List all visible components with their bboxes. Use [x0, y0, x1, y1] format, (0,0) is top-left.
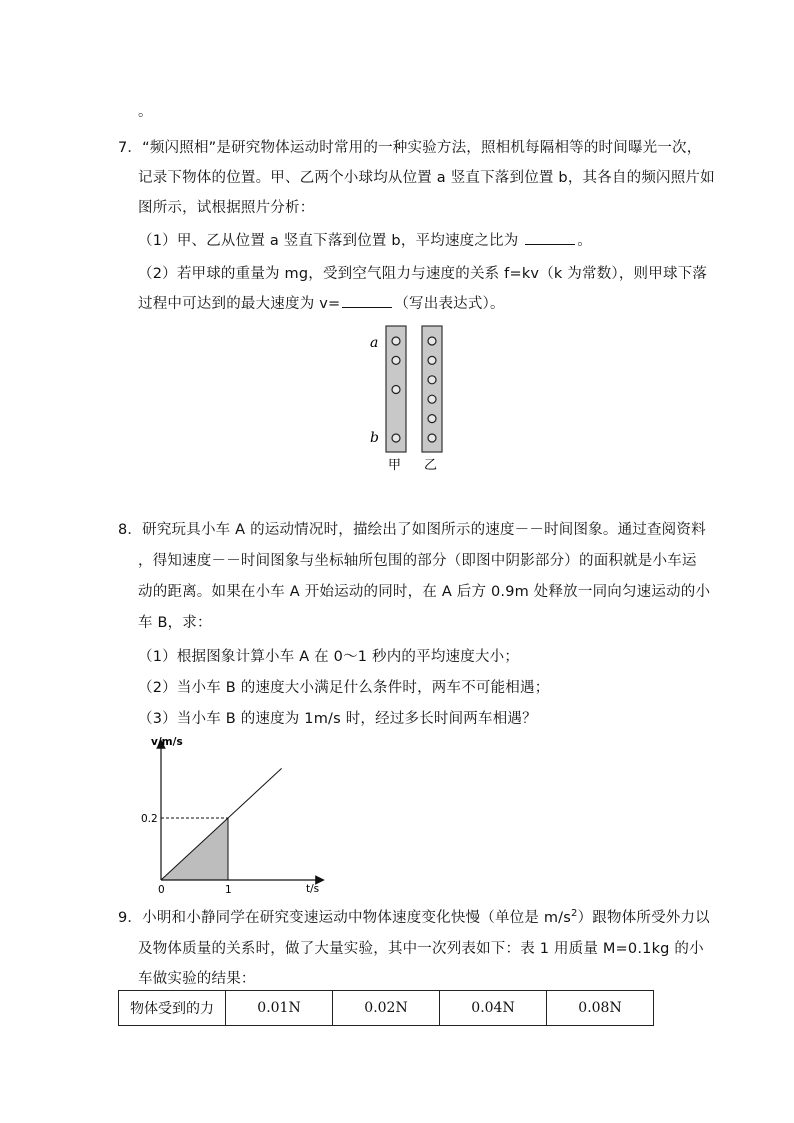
force-table [118, 990, 654, 1026]
q9-line2: 及物体质量的关系时，做了大量实验，其中一次列表如下：表 1 用质量 M=0.1kg 的小 [138, 941, 704, 957]
yi-ball [428, 376, 436, 384]
vt-chart [130, 728, 330, 896]
x-tick-0: 0 [158, 884, 165, 896]
yi-ball [428, 337, 436, 345]
yi-ball [428, 395, 436, 403]
q9-text1: 小明和小静同学在研究变速运动中物体速度变化快慢（单位是 m/s [142, 910, 572, 926]
table-cell: 0.04N [440, 991, 547, 1026]
x-label: t/s [306, 883, 320, 895]
q7-sub1-end: 。 [577, 233, 592, 249]
q9-sup: 2 [571, 908, 578, 920]
yi-ball [428, 434, 436, 442]
q7-sub1-blank[interactable] [525, 232, 575, 245]
q9-number: 9． [118, 910, 143, 926]
label-yi: 乙 [424, 458, 438, 473]
q7-sub2-blank[interactable] [342, 295, 392, 308]
yi-ball [428, 356, 436, 364]
q7-sub2-line2 [138, 292, 505, 313]
jia-ball [392, 337, 400, 345]
q8-line4: 车 B，求： [138, 615, 212, 631]
q9-line1 [118, 906, 710, 927]
yi-ball [428, 415, 436, 423]
q7-sub2: （2）若甲球的重量为 mg，受到空气阻力与速度的关系 f=kv（k 为常数），则甲球下落 [138, 266, 708, 282]
x-tick-1: 1 [225, 884, 232, 896]
q7-sub1 [138, 229, 592, 250]
q7-line3: 图所示，试根据照片分析： [138, 200, 315, 216]
q7-sub2-line2-text: 过程中可达到的最大速度为 v= [138, 296, 341, 312]
table-header-cell: 物体受到的力 [119, 991, 226, 1026]
label-jia: 甲 [388, 458, 402, 473]
q7-line2: 记录下物体的位置。甲、乙两个小球均从位置 a 竖直下落到位置 b，其各自的频闪照片如 [138, 170, 715, 186]
q8-number: 8． [118, 522, 143, 538]
strobe-figure [360, 320, 460, 480]
q8-text1: 研究玩具小车 A 的运动情况时，描绘出了如图所示的速度－－时间图象。通过查阅资料 [142, 522, 706, 538]
q7-text1: “频闪照相”是研究物体运动时常用的一种实验方法，照相机每隔相等的时间曝光一次， [142, 140, 702, 156]
table-cell: 0.01N [226, 991, 333, 1026]
table-row [119, 991, 654, 1026]
y-label: v/m/s [151, 736, 183, 748]
q8-sub3: （3）当小车 B 的速度为 1m/s 时，经过多长时间两车相遇？ [138, 711, 537, 727]
q9-line3: 车做实验的结果： [138, 971, 256, 987]
q8-line3: 动的距离。如果在小车 A 开始运动的同时，在 A 后方 0.9m 处释放一同向匀速运动的小 [138, 584, 711, 600]
label-b: b [370, 430, 379, 446]
table-cell: 0.02N [333, 991, 440, 1026]
q8-sub1: （1）根据图象计算小车 A 在 0～1 秒内的平均速度大小； [138, 649, 520, 665]
q8-sub2: （2）当小车 B 的速度大小满足什么条件时，两车不可能相遇； [138, 680, 550, 696]
y-tick-0.2: 0.2 [141, 813, 158, 825]
label-a: a [370, 335, 379, 351]
q9-text1b: ）跟物体所受外力以 [577, 910, 710, 926]
q8-line2: ，得知速度－－时间图象与坐标轴所包围的部分（即图中阴影部分）的面积就是小车运 [138, 553, 697, 569]
q7-number: 7． [118, 140, 143, 156]
q8-line1 [118, 518, 706, 539]
q7-line1 [118, 136, 701, 157]
table-cell: 0.08N [547, 991, 654, 1026]
q7-sub1-text: （1）甲、乙从位置 a 竖直下落到位置 b，平均速度之比为 [138, 233, 519, 249]
jia-ball [392, 386, 400, 394]
jia-ball [392, 434, 400, 442]
q7-sub2-line2-end: （写出表达式）。 [394, 296, 505, 312]
jia-ball [392, 356, 400, 364]
top-punct: 。 [138, 104, 153, 120]
